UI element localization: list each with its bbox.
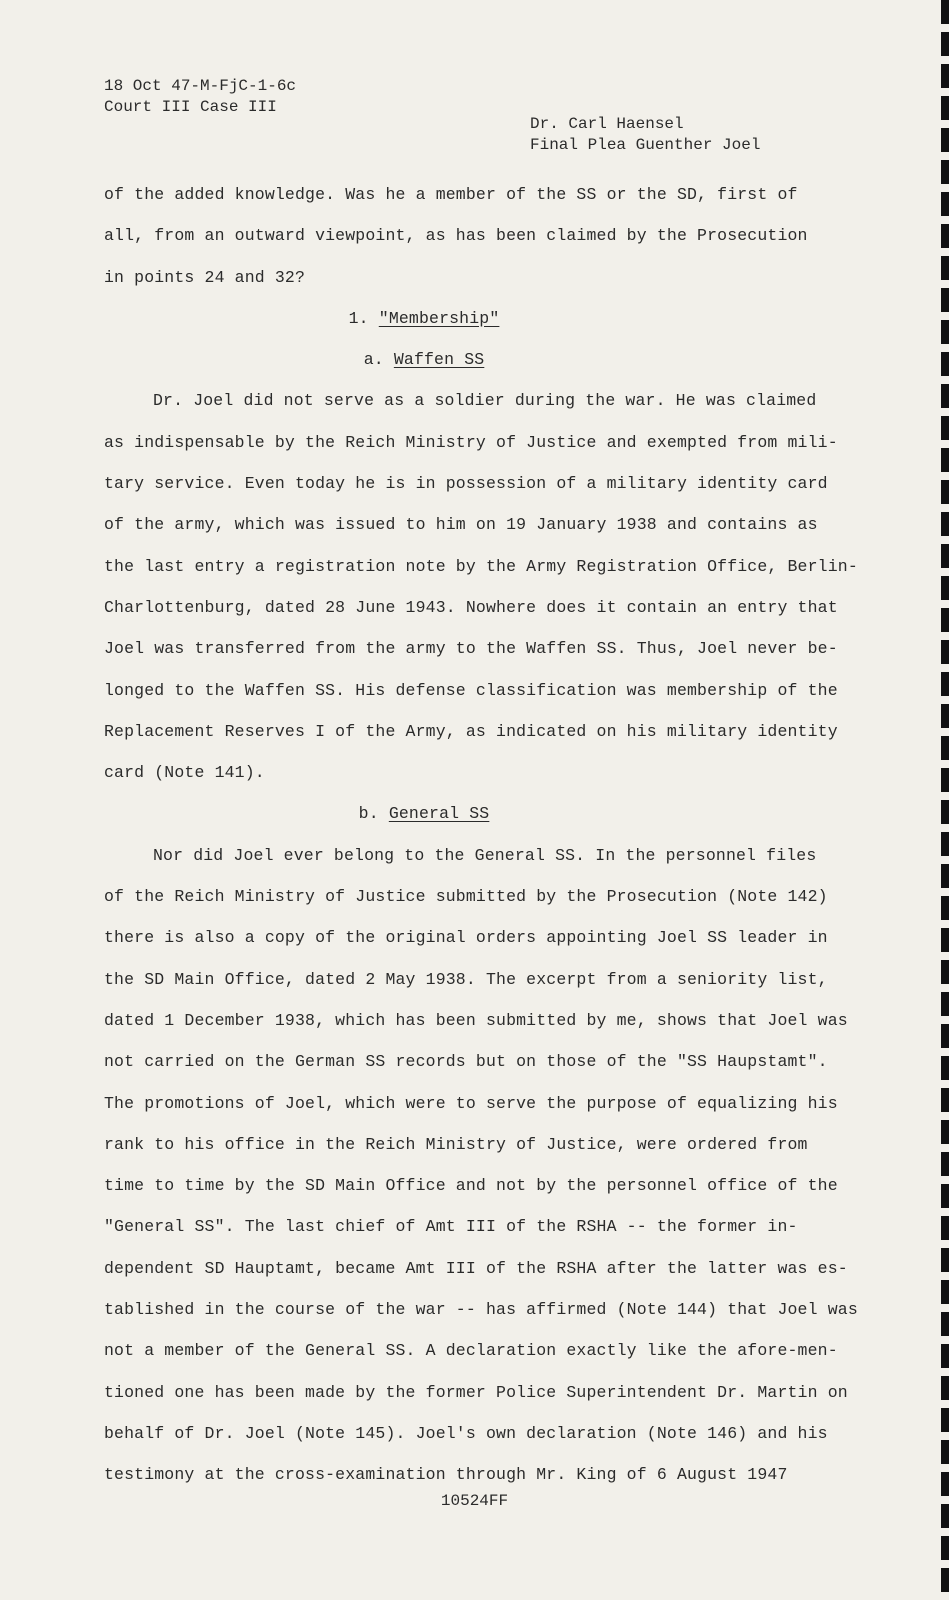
heading-text: General SS	[388, 804, 490, 824]
text-line: Dr. Joel did not serve as a soldier during the war. He was claimed	[153, 391, 817, 411]
text-line: card (Note 141).	[104, 763, 265, 783]
binding-edge	[941, 0, 949, 1600]
text-line: in points 24 and 32?	[104, 267, 306, 287]
text-line: rank to his office in the Reich Ministry of Justice, were ordered from	[104, 1134, 808, 1154]
text-line: of the added knowledge. Was he a member of the SS or the SD, first of	[104, 185, 798, 204]
text-line: dated 1 December 1938, which has been submitted by me, shows that Joel was	[104, 1010, 848, 1030]
text-line: tary service. Even today he is in possession of a military identity card	[104, 474, 828, 494]
heading-text: Waffen SS	[393, 350, 485, 370]
text-line: longed to the Waffen SS. His defense classification was membership of the	[104, 680, 838, 700]
heading-text: "Membership"	[378, 308, 500, 328]
text-line: Joel was transferred from the army to the Waffen SS. Thus, Joel never be-	[104, 639, 838, 659]
text-line: the last entry a registration note by the Army Registration Office, Berlin-	[104, 556, 858, 576]
text-line: of the Reich Ministry of Justice submitted by the Prosecution (Note 142)	[104, 887, 828, 907]
heading-number: a.	[363, 350, 394, 370]
header-date-code: 18 Oct 47-M-FjC-1-6c	[104, 77, 297, 95]
header-court-case: Court III Case III	[104, 98, 277, 116]
text-line: time to time by the SD Main Office and not by the personnel office of the	[104, 1176, 838, 1196]
header-document-title: Final Plea Guenther Joel	[530, 136, 761, 154]
text-line: not carried on the German SS records but on those of the "SS Haupstamt".	[104, 1052, 828, 1072]
text-line: tioned one has been made by the former Police Superintendent Dr. Martin on	[104, 1382, 848, 1402]
text-line: not a member of the General SS. A declaration exactly like the afore-men-	[104, 1341, 838, 1361]
text-line: Nor did Joel ever belong to the General SS. In the personnel files	[153, 845, 817, 865]
text-line: Replacement Reserves I of the Army, as indicated on his military identity	[104, 721, 838, 741]
text-line: dependent SD Hauptamt, became Amt III of the RSHA after the latter was es-	[104, 1258, 848, 1278]
text-line: as indispensable by the Reich Ministry of Justice and exempted from mili-	[104, 432, 838, 452]
section-heading-waffen-ss	[104, 339, 744, 380]
text-line: "General SS". The last chief of Amt III of the RSHA -- the former in-	[104, 1217, 798, 1237]
heading-number: 1.	[348, 308, 379, 328]
text-line: tablished in the course of the war -- has affirmed (Note 144) that Joel was	[104, 1300, 858, 1320]
text-line: of the army, which was issued to him on 19 January 1938 and contains as	[104, 515, 818, 535]
header-author-name: Dr. Carl Haensel	[530, 115, 684, 133]
text-line: The promotions of Joel, which were to serve the purpose of equalizing his	[104, 1093, 838, 1113]
header-author	[530, 114, 760, 156]
text-line: Charlottenburg, dated 28 June 1943. Nowhere does it contain an entry that	[104, 597, 838, 617]
document-body	[104, 174, 884, 1496]
text-line: the SD Main Office, dated 2 May 1938. The excerpt from a seniority list,	[104, 969, 828, 989]
text-line: there is also a copy of the original orders appointing Joel SS leader in	[104, 928, 828, 948]
heading-number: b.	[358, 804, 389, 824]
text-line: behalf of Dr. Joel (Note 145). Joel's own declaration (Note 146) and his	[104, 1423, 828, 1443]
text-line: testimony at the cross-examination through Mr. King of 6 August 1947	[104, 1465, 788, 1485]
header-reference	[104, 76, 296, 118]
section-heading-general-ss	[104, 793, 744, 834]
page-footer-number: 10524FF	[440, 1492, 509, 1510]
text-line: all, from an outward viewpoint, as has been claimed by the Prosecution	[104, 226, 808, 246]
section-heading-membership	[104, 298, 744, 339]
